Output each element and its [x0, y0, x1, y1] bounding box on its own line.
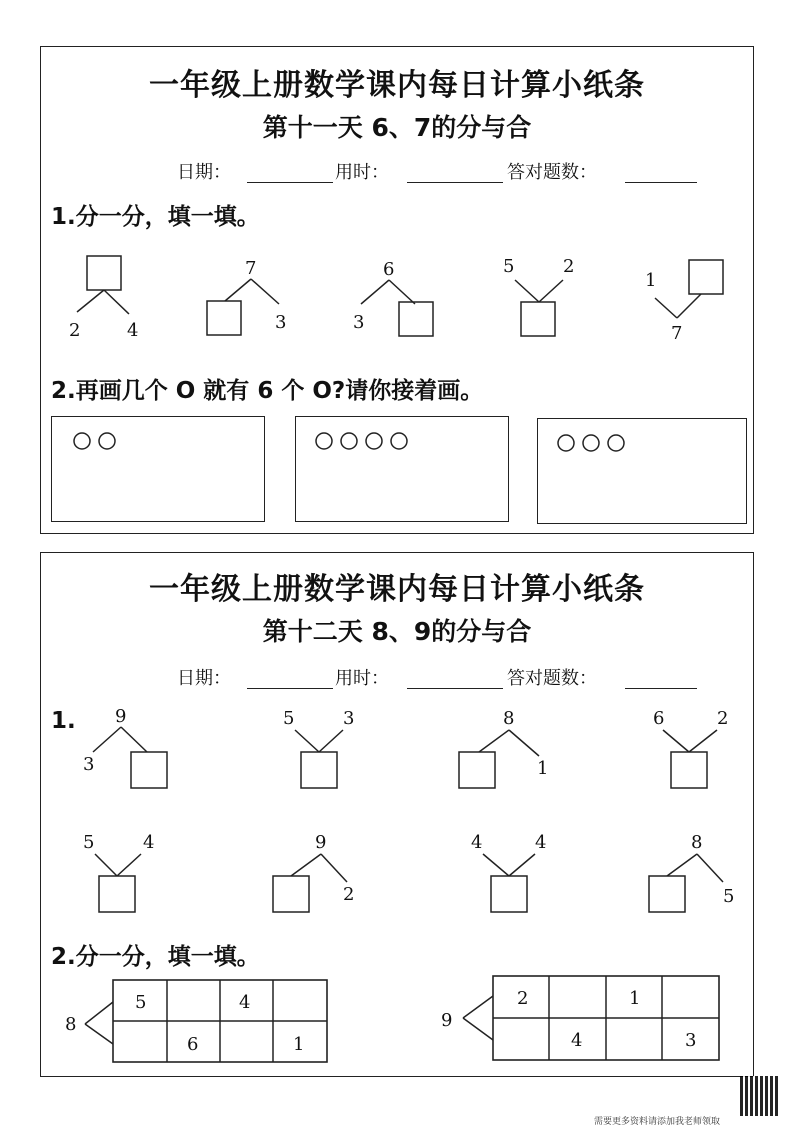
given-circles-2	[314, 429, 434, 459]
answer-box[interactable]	[671, 752, 707, 788]
question-1-heading: 1.分一分，填一填。	[51, 204, 260, 230]
number-bond-4	[503, 256, 574, 336]
grid-cell: 1	[629, 988, 641, 1009]
worksheet-day-11	[40, 46, 754, 534]
number-bond-4	[653, 708, 728, 788]
bond-bottom-number: 7	[671, 323, 683, 344]
bond-top-number: 9	[315, 832, 327, 853]
number-bond-7	[471, 832, 546, 912]
worksheet-subtitle: 第十二天 8、9的分与合	[262, 617, 532, 646]
bond-right-number: 3	[343, 708, 355, 729]
bond-top-number: 7	[245, 258, 257, 279]
drawing-area-2[interactable]	[295, 416, 509, 522]
bond-left-number: 3	[353, 312, 365, 333]
number-bond-1	[83, 706, 167, 788]
bond-right-number: 5	[723, 886, 735, 907]
bond-right-number: 4	[127, 320, 139, 341]
number-bond-2	[283, 708, 354, 788]
bond-right-number: 4	[535, 832, 547, 853]
worksheet-title: 一年级上册数学课内每日计算小纸条	[149, 68, 645, 103]
answer-box[interactable]	[399, 302, 433, 336]
answer-box[interactable]	[301, 752, 337, 788]
bond-right-number: 1	[537, 758, 549, 779]
split-grid-8	[65, 980, 327, 1062]
bond-left-number: 3	[83, 754, 95, 775]
answer-box[interactable]	[491, 876, 527, 912]
grid-cell: 4	[571, 1030, 583, 1051]
drawing-area-1[interactable]	[51, 416, 265, 522]
bond-top-number: 8	[691, 832, 703, 853]
number-bond-2	[207, 258, 286, 335]
number-bond-5	[645, 260, 723, 344]
question-2-heading: 2.再画几个 O 就有 6 个 O?请你接着画。	[51, 378, 484, 404]
question-2-heading: 2.分一分，填一填。	[51, 944, 260, 970]
answer-box[interactable]	[649, 876, 685, 912]
footer-note: 需要更多资料请添加我老师领取	[594, 1117, 721, 1127]
bond-left-number: 4	[471, 832, 483, 853]
grid-cell: 5	[135, 992, 147, 1013]
answer-box[interactable]	[207, 301, 241, 335]
answer-box[interactable]	[459, 752, 495, 788]
number-bond-3	[353, 259, 433, 336]
given-circles-1	[72, 429, 172, 459]
grid-total-number: 8	[65, 1014, 77, 1035]
answer-box[interactable]	[87, 256, 121, 290]
date-label: 日期：	[177, 668, 231, 689]
bond-right-number: 2	[563, 256, 575, 277]
bond-left-number: 2	[69, 320, 81, 341]
grid-cell: 1	[293, 1034, 305, 1055]
date-label: 日期：	[177, 162, 231, 183]
bond-right-number: 3	[275, 312, 287, 333]
number-bond-8	[649, 832, 734, 912]
grid-cell: 2	[517, 988, 529, 1009]
bond-top-number: 8	[503, 708, 515, 729]
number-bond-3	[459, 708, 548, 788]
bond-left-number: 5	[503, 256, 515, 277]
number-bond-6	[273, 832, 354, 912]
number-bond-5	[83, 832, 154, 912]
question-1-heading: 1.	[51, 708, 76, 734]
bond-right-number: 2	[717, 708, 729, 729]
answer-box[interactable]	[131, 752, 167, 788]
bond-left-number: 5	[83, 832, 95, 853]
grid-cell: 4	[239, 992, 251, 1013]
number-bond-1	[69, 256, 138, 341]
bond-right-number: 4	[143, 832, 155, 853]
drawing-area-3[interactable]	[537, 418, 747, 524]
bond-left-number: 6	[653, 708, 665, 729]
qr-code-icon	[740, 1076, 780, 1116]
answer-box[interactable]	[99, 876, 135, 912]
correct-count-label: 答对题数：	[507, 668, 597, 689]
answer-box[interactable]	[689, 260, 723, 294]
correct-count-label: 答对题数：	[507, 162, 597, 183]
answer-box[interactable]	[273, 876, 309, 912]
bond-left-number: 5	[283, 708, 295, 729]
grid-total-number: 9	[441, 1010, 453, 1031]
grid-cell: 6	[187, 1034, 199, 1055]
grid-cell: 3	[685, 1030, 697, 1051]
split-grid-9	[441, 976, 719, 1060]
time-label: 用时：	[335, 162, 389, 183]
worksheet-day-12	[40, 552, 754, 1077]
bond-top-number: 9	[115, 706, 127, 727]
number-bond-diagrams-2	[41, 552, 755, 1077]
time-label: 用时：	[335, 668, 389, 689]
answer-box[interactable]	[521, 302, 555, 336]
bond-top-number: 6	[383, 259, 395, 280]
bond-right-number: 2	[343, 884, 355, 905]
worksheet-title: 一年级上册数学课内每日计算小纸条	[149, 572, 645, 607]
worksheet-subtitle: 第十一天 6、7的分与合	[262, 113, 532, 142]
bond-top-number: 1	[645, 270, 657, 291]
given-circles-3	[556, 431, 656, 461]
